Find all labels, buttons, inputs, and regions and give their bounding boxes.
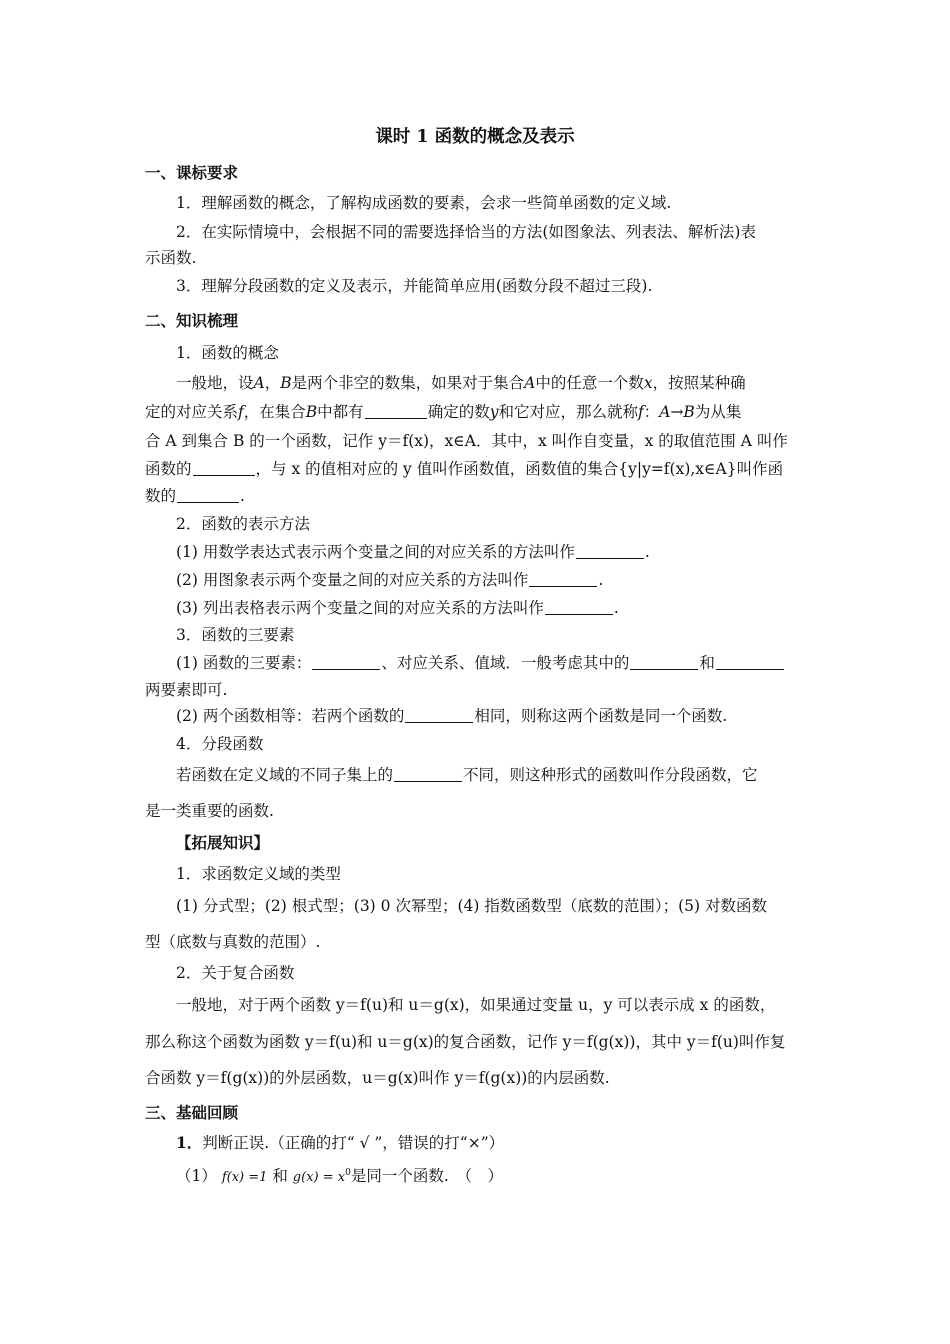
- answer-blank[interactable]: [545, 600, 613, 615]
- requirement-2: 2．在实际情境中，会根据不同的需要选择恰当的方法(如图象法、列表法、解析法)表: [176, 223, 756, 241]
- subheading-domain-types: 1．求函数定义域的类型: [176, 865, 341, 883]
- extension-heading: 【拓展知识】: [176, 833, 270, 852]
- answer-blank[interactable]: [312, 655, 380, 670]
- domain-types-1: (1) 分式型；(2) 根式型；(3) 0 次幂型；(4) 指数函数型（底数的范围）；(5) 对数函数: [176, 897, 767, 915]
- composite-3: 合函数 y＝f(g(x))的外层函数，u＝g(x)叫作 y＝f(g(x))的内层函数.: [145, 1069, 610, 1087]
- representation-2: (2) 用图象表示两个变量之间的对应关系的方法叫作 .: [176, 571, 604, 589]
- question-1-item-1: （1） f(x) =1 和 $g(x) = x^0$是同一个函数. （ ）: [176, 1167, 504, 1185]
- piecewise-2: 是一类重要的函数.: [145, 802, 274, 820]
- concept-line-2: 定的对应关系f，在集合B中都有 确定的数y和它对应，那么就称f：A→B为从集: [145, 403, 742, 421]
- composite-1: 一般地，对于两个函数 y＝f(u)和 u＝g(x)，如果通过变量 u，y 可以表示成 x 的函数，: [176, 996, 776, 1014]
- subheading-concept: 1．函数的概念: [176, 344, 279, 362]
- elements-2: (2) 两个函数相等：若两个函数的 相同，则称这两个函数是同一个函数.: [176, 707, 728, 725]
- answer-blank[interactable]: [177, 488, 239, 503]
- answer-blank[interactable]: [716, 655, 784, 670]
- answer-blank[interactable]: [193, 461, 255, 476]
- concept-line-1: 一般地，设A，B是两个非空的数集，如果对于集合A中的任意一个数x，按照某种确: [176, 374, 746, 392]
- answer-blank[interactable]: [405, 708, 473, 723]
- answer-blank[interactable]: [394, 767, 462, 782]
- question-1: 1．判断正误.（正确的打“ √ ”，错误的打“×”）: [176, 1133, 505, 1152]
- section-heading-3: 三、基础回顾: [145, 1103, 239, 1122]
- answer-blank[interactable]: [529, 572, 597, 587]
- answer-blank[interactable]: [630, 655, 698, 670]
- page-title: 课时 1 函数的概念及表示: [375, 127, 575, 147]
- piecewise-1: 若函数在定义域的不同子集上的 不同，则这种形式的函数叫作分段函数，它: [176, 766, 758, 784]
- answer-blank[interactable]: [576, 544, 644, 559]
- composite-2: 那么称这个函数为函数 y＝f(u)和 u＝g(x)的复合函数，记作 y＝f(g(x))，其中 y＝f(u)叫作复: [145, 1033, 786, 1051]
- section-heading-1: 一、课标要求: [145, 163, 239, 182]
- concept-line-3: 合 A 到集合 B 的一个函数，记作 y＝f(x)，x∈A．其中，x 叫作自变量，x 的取值范围 A 叫作: [145, 432, 788, 450]
- requirement-3: 3．理解分段函数的定义及表示，并能简单应用(函数分段不超过三段).: [176, 277, 653, 295]
- requirement-1: 1．理解函数的概念，了解构成函数的要素，会求一些简单函数的定义域.: [176, 194, 672, 212]
- elements-1-cont: 两要素即可.: [145, 681, 228, 699]
- domain-types-2: 型（底数与真数的范围）.: [145, 933, 321, 951]
- subheading-three-elements: 3．函数的三要素: [176, 626, 295, 644]
- subheading-piecewise: 4．分段函数: [176, 735, 264, 753]
- requirement-2-cont: 示函数.: [145, 249, 197, 267]
- representation-3: (3) 列出表格表示两个变量之间的对应关系的方法叫作 .: [176, 599, 619, 617]
- section-heading-2: 二、知识梳理: [145, 311, 239, 330]
- answer-blank[interactable]: [365, 404, 427, 419]
- elements-1: (1) 函数的三要素： 、对应关系、值域．一般考虑其中的 和: [176, 653, 808, 673]
- subheading-representation: 2．函数的表示方法: [176, 515, 310, 533]
- subheading-composite: 2．关于复合函数: [176, 964, 295, 982]
- representation-1: (1) 用数学表达式表示两个变量之间的对应关系的方法叫作 .: [176, 543, 650, 561]
- concept-line-5: 数的 .: [145, 487, 245, 505]
- concept-line-4: 函数的 ，与 x 的值相对应的 y 值叫作函数值，函数值的集合{y|y=f(x),x∈A}叫作函: [145, 460, 784, 478]
